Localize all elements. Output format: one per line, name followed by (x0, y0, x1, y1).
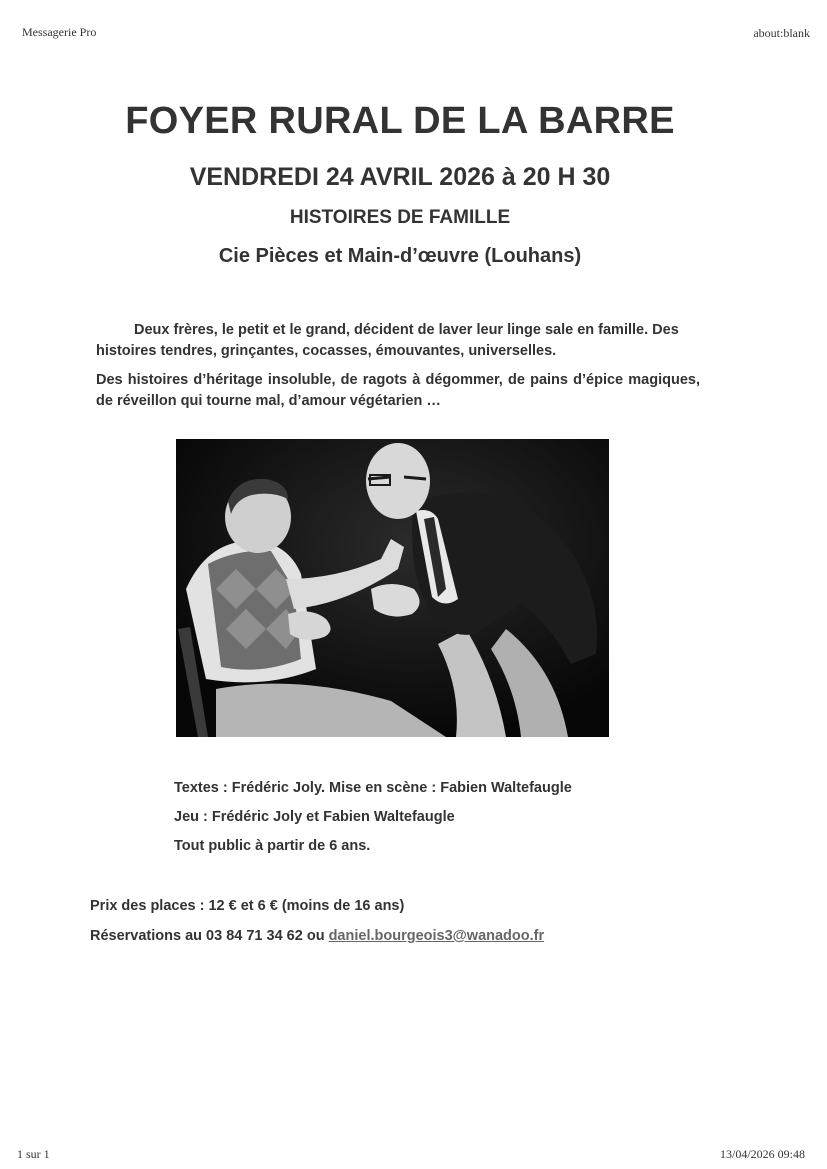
ticket-prices: Prix des places : 12 € et 6 € (moins de 16 ans) (90, 898, 405, 914)
reservations-email-link[interactable]: daniel.bourgeois3@wanadoo.fr (328, 928, 545, 944)
print-header-url: about:blank (753, 26, 810, 40)
description-text-2: Des histoires d’héritage insoluble, de ragots à dégommer, de pains d’épice magiques, de réveillon qui tourne mal, d’amour végétarien … (96, 372, 700, 409)
description-paragraph-2 (96, 370, 700, 412)
description-text-1: Deux frères, le petit et le grand, décident de laver leur linge sale en famille. Des histoires tendres, grinçantes, cocasses, émouvantes, universelles. (96, 322, 679, 359)
photo-illustration (176, 439, 609, 737)
reservations-line (90, 928, 544, 944)
show-title: HISTOIRES DE FAMILLE (289, 207, 511, 228)
description-paragraph-1 (96, 320, 700, 362)
print-footer-datetime: 13/04/2026 09:48 (719, 1147, 805, 1161)
reservations-phone: Réservations au 03 84 71 34 62 ou (90, 928, 329, 944)
credits-cast: Jeu : Frédéric Joly et Fabien Waltefaugle (174, 809, 455, 825)
company-name: Cie Pièces et Main-d’œuvre (Louhans) (218, 245, 582, 267)
audience-info: Tout public à partir de 6 ans. (174, 838, 371, 854)
performance-photo (176, 439, 609, 737)
event-date: VENDREDI 24 AVRIL 2026 à 20 H 30 (189, 163, 611, 191)
credits-texts: Textes : Frédéric Joly. Mise en scène : Fabien Waltefaugle (174, 780, 572, 796)
print-footer-page-count: 1 sur 1 (17, 1147, 50, 1161)
poster-title: FOYER RURAL DE LA BARRE (125, 100, 675, 142)
print-header-app-name: Messagerie Pro (22, 25, 97, 39)
